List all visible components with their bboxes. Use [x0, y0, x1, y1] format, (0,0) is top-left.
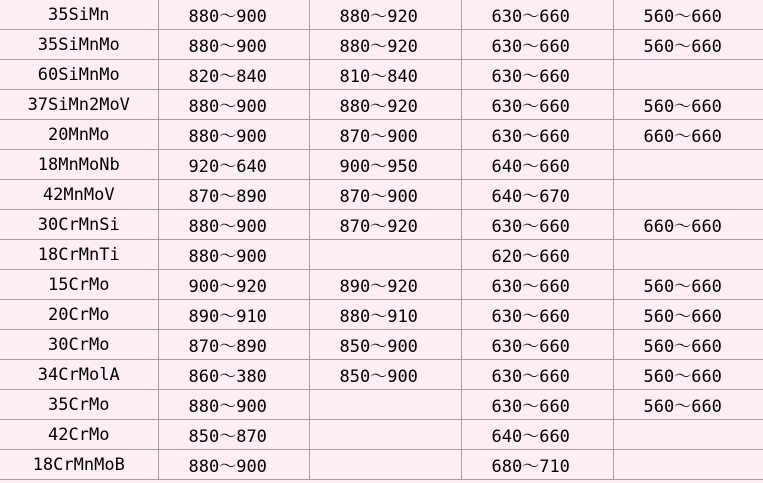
- temperature-range-cell-1: 880～900: [158, 450, 309, 480]
- temperature-range-cell-3: 630～660: [461, 120, 613, 150]
- temperature-range-cell-1: 870～890: [158, 330, 309, 360]
- steel-grade-cell: 42CrMo: [0, 420, 158, 450]
- table-row: [0, 240, 763, 270]
- temperature-range-cell-2: 850～900: [309, 330, 461, 360]
- temperature-range-cell-2: 880～920: [309, 30, 461, 60]
- temperature-range-cell-4: [613, 60, 763, 90]
- steel-grade-cell: 18MnMoNb: [0, 150, 158, 180]
- table-row: [0, 210, 763, 240]
- temperature-range-cell-2: 870～900: [309, 120, 461, 150]
- temperature-range-cell-1: 870～890: [158, 180, 309, 210]
- steel-grade-cell: 37SiMn2MoV: [0, 90, 158, 120]
- table-row: [0, 390, 763, 420]
- temperature-range-cell-3: 630～660: [461, 360, 613, 390]
- steel-grade-cell: 30CrMnSi: [0, 210, 158, 240]
- temperature-range-cell-2: 890～920: [309, 270, 461, 300]
- table-row: [0, 30, 763, 60]
- temperature-range-cell-1: 880～900: [158, 0, 309, 30]
- temperature-range-cell-4: 560～660: [613, 30, 763, 60]
- table-row: [0, 150, 763, 180]
- temperature-range-cell-4: 560～660: [613, 270, 763, 300]
- temperature-range-cell-4: 660～660: [613, 120, 763, 150]
- table-row: [0, 420, 763, 450]
- temperature-range-cell-2: [309, 390, 461, 420]
- temperature-range-cell-3: 630～660: [461, 270, 613, 300]
- temperature-range-cell-3: 630～660: [461, 0, 613, 30]
- steel-grade-cell: 18CrMnTi: [0, 240, 158, 270]
- table-row: [0, 330, 763, 360]
- temperature-range-cell-3: 630～660: [461, 90, 613, 120]
- temperature-range-cell-2: 810～840: [309, 60, 461, 90]
- temperature-range-cell-1: 850～870: [158, 420, 309, 450]
- temperature-range-cell-1: 880～900: [158, 30, 309, 60]
- temperature-range-cell-4: 560～660: [613, 90, 763, 120]
- temperature-range-cell-3: 640～660: [461, 420, 613, 450]
- steel-grade-cell: 34CrMolA: [0, 360, 158, 390]
- temperature-range-cell-3: 630～660: [461, 210, 613, 240]
- temperature-range-cell-2: 870～900: [309, 180, 461, 210]
- table-row: [0, 120, 763, 150]
- steel-grade-cell: 20MnMo: [0, 120, 158, 150]
- table-row: [0, 90, 763, 120]
- steel-grade-cell: 20CrMo: [0, 300, 158, 330]
- temperature-range-cell-1: 880～900: [158, 390, 309, 420]
- temperature-range-cell-3: 630～660: [461, 30, 613, 60]
- temperature-range-cell-4: [613, 240, 763, 270]
- temperature-range-cell-4: 560～660: [613, 300, 763, 330]
- table-row: [0, 300, 763, 330]
- steel-grade-cell: 35CrMo: [0, 390, 158, 420]
- temperature-range-cell-4: [613, 420, 763, 450]
- steel-grade-cell: 35SiMn: [0, 0, 158, 30]
- temperature-range-cell-2: 900～950: [309, 150, 461, 180]
- temperature-range-cell-1: 880～900: [158, 210, 309, 240]
- temperature-range-cell-4: [613, 180, 763, 210]
- temperature-range-cell-3: 640～660: [461, 150, 613, 180]
- steel-grade-cell: 15CrMo: [0, 270, 158, 300]
- temperature-range-cell-2: 880～920: [309, 90, 461, 120]
- temperature-range-cell-4: 560～660: [613, 330, 763, 360]
- temperature-range-cell-2: [309, 450, 461, 480]
- table-row: [0, 270, 763, 300]
- temperature-range-cell-4: 560～660: [613, 0, 763, 30]
- steel-grade-cell: 30CrMo: [0, 330, 158, 360]
- temperature-range-cell-4: [613, 150, 763, 180]
- temperature-range-cell-3: 630～660: [461, 300, 613, 330]
- temperature-range-cell-2: 880～910: [309, 300, 461, 330]
- temperature-range-cell-1: 860～380: [158, 360, 309, 390]
- table-row: [0, 180, 763, 210]
- temperature-range-cell-2: 870～920: [309, 210, 461, 240]
- temperature-range-cell-4: 560～660: [613, 360, 763, 390]
- temperature-range-cell-2: 880～920: [309, 0, 461, 30]
- temperature-range-cell-1: 880～900: [158, 240, 309, 270]
- temperature-range-cell-3: 630～660: [461, 390, 613, 420]
- temperature-range-cell-1: 880～900: [158, 120, 309, 150]
- temperature-range-cell-4: 560～660: [613, 390, 763, 420]
- table-row: [0, 360, 763, 390]
- temperature-range-cell-1: 900～920: [158, 270, 309, 300]
- temperature-range-cell-1: 880～900: [158, 90, 309, 120]
- table-row: [0, 450, 763, 480]
- steel-grade-cell: 35SiMnMo: [0, 30, 158, 60]
- temperature-range-cell-1: 890～910: [158, 300, 309, 330]
- steel-grade-cell: 18CrMnMoB: [0, 450, 158, 480]
- temperature-range-cell-2: [309, 240, 461, 270]
- steel-grade-cell: 60SiMnMo: [0, 60, 158, 90]
- steel-grade-cell: 42MnMoV: [0, 180, 158, 210]
- temperature-range-cell-1: 920～640: [158, 150, 309, 180]
- temperature-range-cell-4: 660～660: [613, 210, 763, 240]
- temperature-range-cell-3: 640～670: [461, 180, 613, 210]
- temperature-range-cell-2: [309, 420, 461, 450]
- temperature-range-cell-2: 850～900: [309, 360, 461, 390]
- temperature-range-cell-4: [613, 450, 763, 480]
- temperature-range-cell-3: 680～710: [461, 450, 613, 480]
- temperature-range-cell-3: 630～660: [461, 60, 613, 90]
- temperature-range-cell-3: 620～660: [461, 240, 613, 270]
- temperature-range-cell-3: 630～660: [461, 330, 613, 360]
- table-row: [0, 60, 763, 90]
- table-row: [0, 0, 763, 30]
- temperature-range-cell-1: 820～840: [158, 60, 309, 90]
